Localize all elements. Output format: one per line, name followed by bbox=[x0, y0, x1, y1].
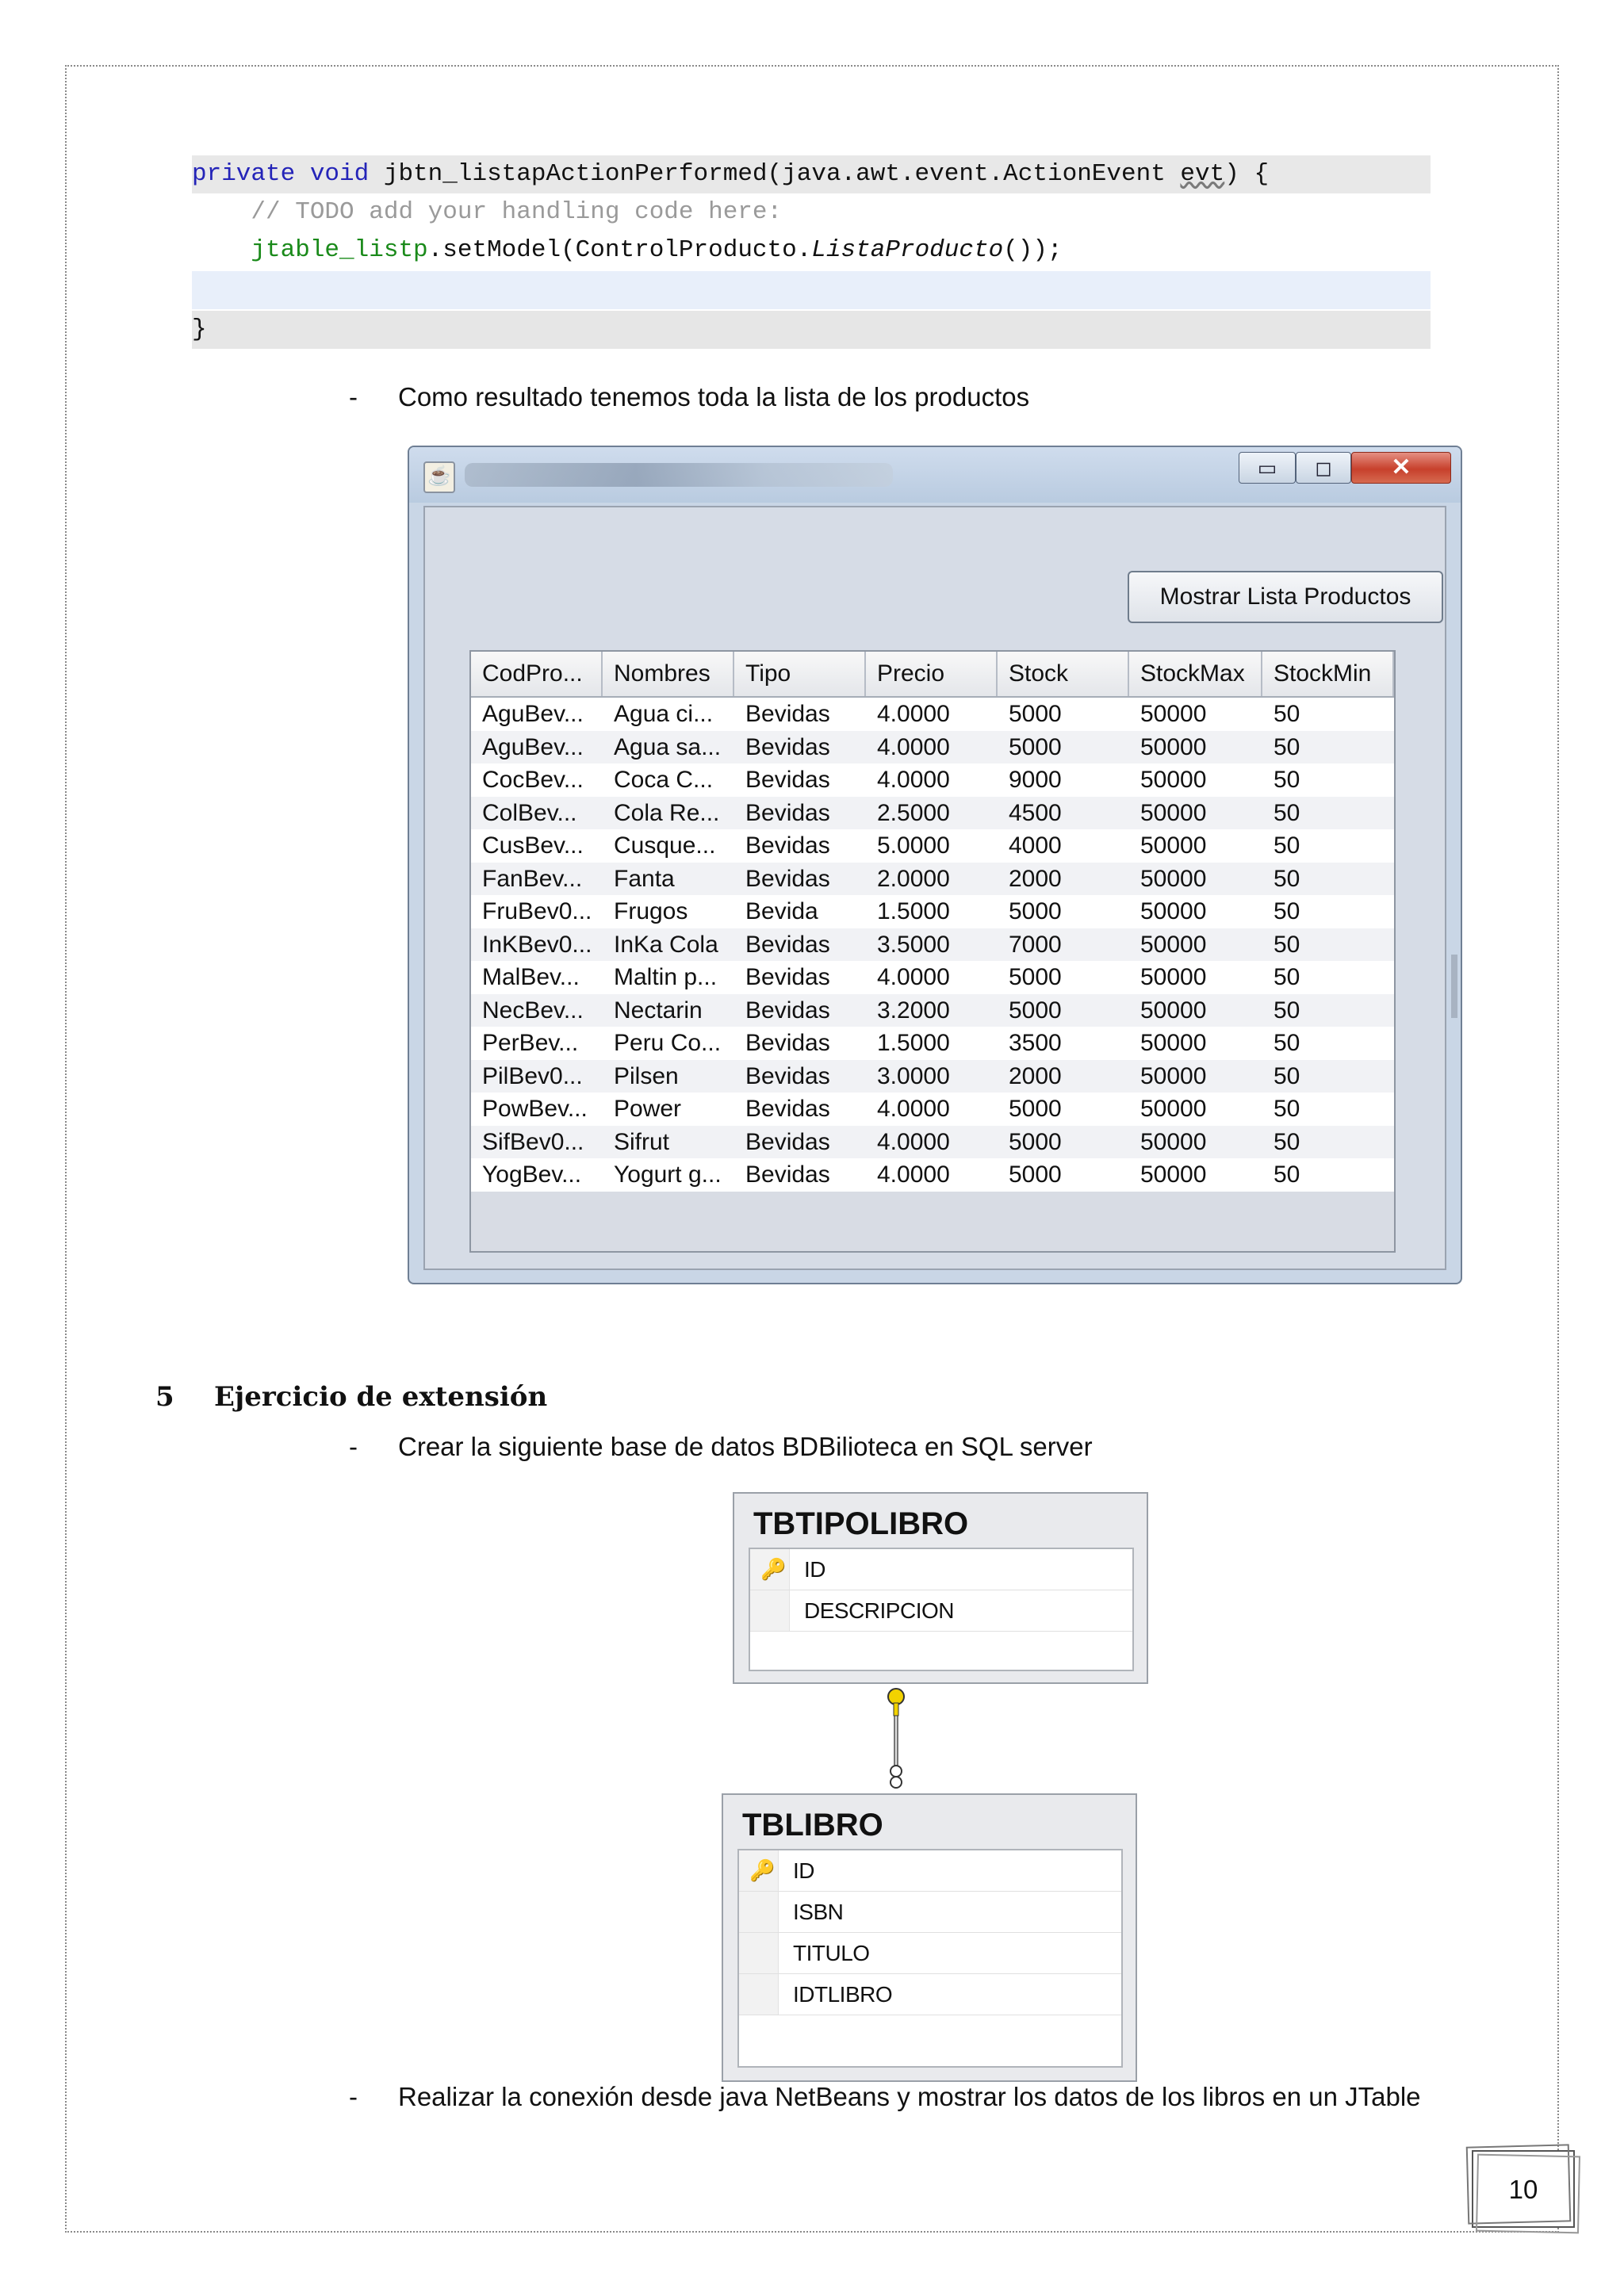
table-cell: 5.0000 bbox=[877, 832, 950, 859]
maximize-button[interactable] bbox=[1296, 452, 1351, 484]
table-cell: 4.0000 bbox=[877, 701, 950, 727]
table-header bbox=[471, 652, 1394, 698]
table-row[interactable] bbox=[471, 1060, 1394, 1093]
primary-key-icon: 🔑 bbox=[749, 1858, 776, 1882]
table-cell: 4000 bbox=[1009, 832, 1062, 859]
table-cell: InKBev0... bbox=[482, 931, 592, 958]
table-row[interactable] bbox=[471, 863, 1394, 896]
table-cell: 50000 bbox=[1140, 865, 1207, 892]
table-cell: 50000 bbox=[1140, 1128, 1207, 1155]
table-cell: 5000 bbox=[1009, 1161, 1062, 1188]
table-row[interactable] bbox=[471, 1027, 1394, 1060]
table-cell: 50000 bbox=[1140, 1030, 1207, 1056]
table-cell: Bevidas bbox=[745, 767, 830, 793]
table-cell: Bevidas bbox=[745, 931, 830, 958]
page-number-box bbox=[1472, 2150, 1575, 2228]
table-cell: 50 bbox=[1274, 964, 1300, 990]
table-cell: Peru Co... bbox=[614, 1030, 722, 1056]
table-cell: Yogurt g... bbox=[614, 1161, 722, 1188]
resize-grip[interactable] bbox=[1451, 955, 1457, 1018]
table-cell: SifBev0... bbox=[482, 1128, 584, 1155]
table-cell: 50 bbox=[1274, 1030, 1300, 1056]
table-cell: Bevidas bbox=[745, 733, 830, 760]
table-cell: FruBev0... bbox=[482, 898, 592, 924]
table-cell: 50000 bbox=[1140, 997, 1207, 1024]
table-cell: Cusque... bbox=[614, 832, 716, 859]
field-row: 🔑 ID bbox=[739, 1850, 1121, 1892]
table-cell: 50 bbox=[1274, 799, 1300, 826]
table-cell: Bevidas bbox=[745, 701, 830, 727]
table-cell: 3.2000 bbox=[877, 997, 950, 1024]
window-content bbox=[423, 506, 1446, 1270]
table-cell: AguBev... bbox=[482, 733, 584, 760]
table-cell: 5000 bbox=[1009, 1096, 1062, 1122]
table-cell: 1.5000 bbox=[877, 1030, 950, 1056]
table-cell: Power bbox=[614, 1096, 682, 1122]
table-cell: Bevidas bbox=[745, 964, 830, 990]
table-cell: 50000 bbox=[1140, 701, 1207, 727]
window-titlebar bbox=[409, 447, 1461, 503]
table-cell: Bevidas bbox=[745, 1030, 830, 1056]
field-row: IDTLIBRO bbox=[739, 1974, 1121, 2015]
table-cell: Fanta bbox=[614, 865, 675, 892]
column-header[interactable]: Stock bbox=[998, 652, 1129, 696]
table-cell: 50 bbox=[1274, 1128, 1300, 1155]
table-cell: 50 bbox=[1274, 832, 1300, 859]
table-cell: MalBev... bbox=[482, 964, 580, 990]
table-cell: NecBev... bbox=[482, 997, 584, 1024]
code-line-4 bbox=[192, 271, 1431, 309]
table-cell: 4.0000 bbox=[877, 964, 950, 990]
table-cell: YogBev... bbox=[482, 1161, 582, 1188]
table-cell: 3.0000 bbox=[877, 1062, 950, 1089]
table-cell: 5000 bbox=[1009, 701, 1062, 727]
column-header[interactable]: Nombres bbox=[603, 652, 734, 696]
entity-tbtipolibro: TBTIPOLIBRO 🔑 ID DESCRIPCION bbox=[733, 1492, 1148, 1684]
table-cell: 4.0000 bbox=[877, 1128, 950, 1155]
table-cell: Bevidas bbox=[745, 1062, 830, 1089]
one-side-key-stem bbox=[894, 1703, 898, 1716]
blurred-title bbox=[465, 463, 893, 487]
table-cell: 9000 bbox=[1009, 767, 1062, 793]
many-side-infinity-icon bbox=[891, 1766, 902, 1777]
column-header[interactable]: StockMin bbox=[1262, 652, 1394, 696]
table-cell: 2000 bbox=[1009, 865, 1062, 892]
column-header[interactable]: CodPro... bbox=[471, 652, 603, 696]
code-snippet bbox=[192, 155, 1431, 349]
table-cell: 5000 bbox=[1009, 964, 1062, 990]
field-row: TITULO bbox=[739, 1933, 1121, 1974]
table-cell: PilBev0... bbox=[482, 1062, 583, 1089]
table-cell: 50000 bbox=[1140, 1062, 1207, 1089]
code-line-5: } bbox=[192, 311, 1431, 349]
minimize-button[interactable] bbox=[1239, 452, 1296, 484]
one-side-key-icon bbox=[888, 1689, 904, 1705]
table-cell: 50000 bbox=[1140, 898, 1207, 924]
table-cell: 4.0000 bbox=[877, 767, 950, 793]
column-header[interactable]: Precio bbox=[866, 652, 998, 696]
table-row[interactable] bbox=[471, 763, 1394, 797]
table-cell: 50000 bbox=[1140, 931, 1207, 958]
entity-fields bbox=[737, 1849, 1123, 2068]
table-cell: Pilsen bbox=[614, 1062, 679, 1089]
table-cell: 2.0000 bbox=[877, 865, 950, 892]
table-cell: Agua ci... bbox=[614, 701, 714, 727]
close-button[interactable] bbox=[1351, 452, 1451, 484]
table-cell: AguBev... bbox=[482, 701, 584, 727]
code-keyword: private void bbox=[192, 160, 370, 188]
many-side-infinity-icon-2 bbox=[891, 1777, 902, 1788]
table-cell: 4.0000 bbox=[877, 1096, 950, 1122]
table-row[interactable] bbox=[471, 829, 1394, 863]
table-cell: FanBev... bbox=[482, 865, 583, 892]
table-cell: ColBev... bbox=[482, 799, 577, 826]
field-row: DESCRIPCION bbox=[750, 1590, 1132, 1632]
code-line-1: private void jbtn_listapActionPerformed(java.awt.event.ActionEvent evt) { bbox=[192, 155, 1431, 193]
table-row[interactable] bbox=[471, 731, 1394, 764]
relationship-connector bbox=[872, 1684, 920, 1795]
table-cell: Bevidas bbox=[745, 1128, 830, 1155]
table-cell: Nectarin bbox=[614, 997, 703, 1024]
table-row[interactable] bbox=[471, 895, 1394, 928]
table-cell: Frugos bbox=[614, 898, 688, 924]
entity-tblibro: TBLIBRO 🔑 ID ISBN TITULO IDTLIBRO bbox=[722, 1793, 1137, 2082]
table-cell: 7000 bbox=[1009, 931, 1062, 958]
table-cell: 4.0000 bbox=[877, 1161, 950, 1188]
table-cell: 3500 bbox=[1009, 1030, 1062, 1056]
table-cell: 50000 bbox=[1140, 964, 1207, 990]
java-cup-icon: ☕ bbox=[423, 461, 455, 493]
table-cell: 50000 bbox=[1140, 767, 1207, 793]
table-cell: Sifrut bbox=[614, 1128, 670, 1155]
table-cell: 50000 bbox=[1140, 1161, 1207, 1188]
products-table[interactable] bbox=[469, 650, 1396, 1253]
table-row[interactable] bbox=[471, 928, 1394, 962]
table-cell: 50 bbox=[1274, 931, 1300, 958]
table-row[interactable] bbox=[471, 961, 1394, 994]
table-cell: 50 bbox=[1274, 898, 1300, 924]
close-icon: ✕ bbox=[1391, 454, 1411, 480]
table-cell: Bevidas bbox=[745, 997, 830, 1024]
table-cell: 50000 bbox=[1140, 799, 1207, 826]
table-cell: Bevidas bbox=[745, 799, 830, 826]
table-cell: 4500 bbox=[1009, 799, 1062, 826]
table-cell: 50000 bbox=[1140, 1096, 1207, 1122]
table-cell: 50 bbox=[1274, 865, 1300, 892]
table-cell: Bevida bbox=[745, 898, 818, 924]
table-row[interactable] bbox=[471, 1093, 1394, 1126]
table-cell: 5000 bbox=[1009, 997, 1062, 1024]
table-cell: 2.5000 bbox=[877, 799, 950, 826]
table-cell: 3.5000 bbox=[877, 931, 950, 958]
code-line-2: // TODO add your handling code here: bbox=[192, 193, 1431, 232]
field-row: 🔑 ID bbox=[750, 1549, 1132, 1590]
table-cell: 5000 bbox=[1009, 898, 1062, 924]
table-cell: CocBev... bbox=[482, 767, 584, 793]
table-cell: 50 bbox=[1274, 1062, 1300, 1089]
column-header[interactable]: StockMax bbox=[1129, 652, 1262, 696]
table-cell: 1.5000 bbox=[877, 898, 950, 924]
field-row: ISBN bbox=[739, 1892, 1121, 1933]
table-row[interactable] bbox=[471, 698, 1394, 731]
entity-fields bbox=[749, 1548, 1134, 1671]
table-cell: 4.0000 bbox=[877, 733, 950, 760]
table-cell: 2000 bbox=[1009, 1062, 1062, 1089]
table-cell: 50000 bbox=[1140, 733, 1207, 760]
column-header[interactable]: Tipo bbox=[734, 652, 866, 696]
table-cell: Bevidas bbox=[745, 1096, 830, 1122]
page-number: 10 bbox=[1508, 2175, 1538, 2204]
table-row[interactable] bbox=[471, 1126, 1394, 1159]
table-cell: 50 bbox=[1274, 767, 1300, 793]
table-row[interactable] bbox=[471, 1158, 1394, 1192]
table-row[interactable] bbox=[471, 994, 1394, 1027]
table-cell: 50 bbox=[1274, 997, 1300, 1024]
table-cell: 5000 bbox=[1009, 1128, 1062, 1155]
table-cell: Bevidas bbox=[745, 865, 830, 892]
table-cell: Bevidas bbox=[745, 832, 830, 859]
table-cell: 5000 bbox=[1009, 733, 1062, 760]
table-cell: PerBev... bbox=[482, 1030, 579, 1056]
table-cell: 50000 bbox=[1140, 832, 1207, 859]
java-window bbox=[408, 446, 1462, 1284]
mostrar-lista-productos-button[interactable]: Mostrar Lista Productos bbox=[1128, 571, 1443, 623]
table-cell: InKa Cola bbox=[614, 931, 718, 958]
table-cell: Agua sa... bbox=[614, 733, 722, 760]
maximize-icon: ◻ bbox=[1315, 456, 1332, 480]
table-cell: 50 bbox=[1274, 1161, 1300, 1188]
table-cell: Cola Re... bbox=[614, 799, 720, 826]
table-cell: CusBev... bbox=[482, 832, 584, 859]
table-cell: 50 bbox=[1274, 1096, 1300, 1122]
code-line-3: jtable_listp.setModel(ControlProducto.ListaProducto()); bbox=[192, 232, 1431, 270]
table-cell: Maltin p... bbox=[614, 964, 718, 990]
table-cell: 50 bbox=[1274, 733, 1300, 760]
table-cell: Coca C... bbox=[614, 767, 714, 793]
table-cell: Bevidas bbox=[745, 1161, 830, 1188]
table-cell: 50 bbox=[1274, 701, 1300, 727]
table-row[interactable] bbox=[471, 797, 1394, 830]
minimize-icon: ▭ bbox=[1257, 456, 1277, 480]
primary-key-icon: 🔑 bbox=[760, 1557, 787, 1581]
table-cell: PowBev... bbox=[482, 1096, 588, 1122]
